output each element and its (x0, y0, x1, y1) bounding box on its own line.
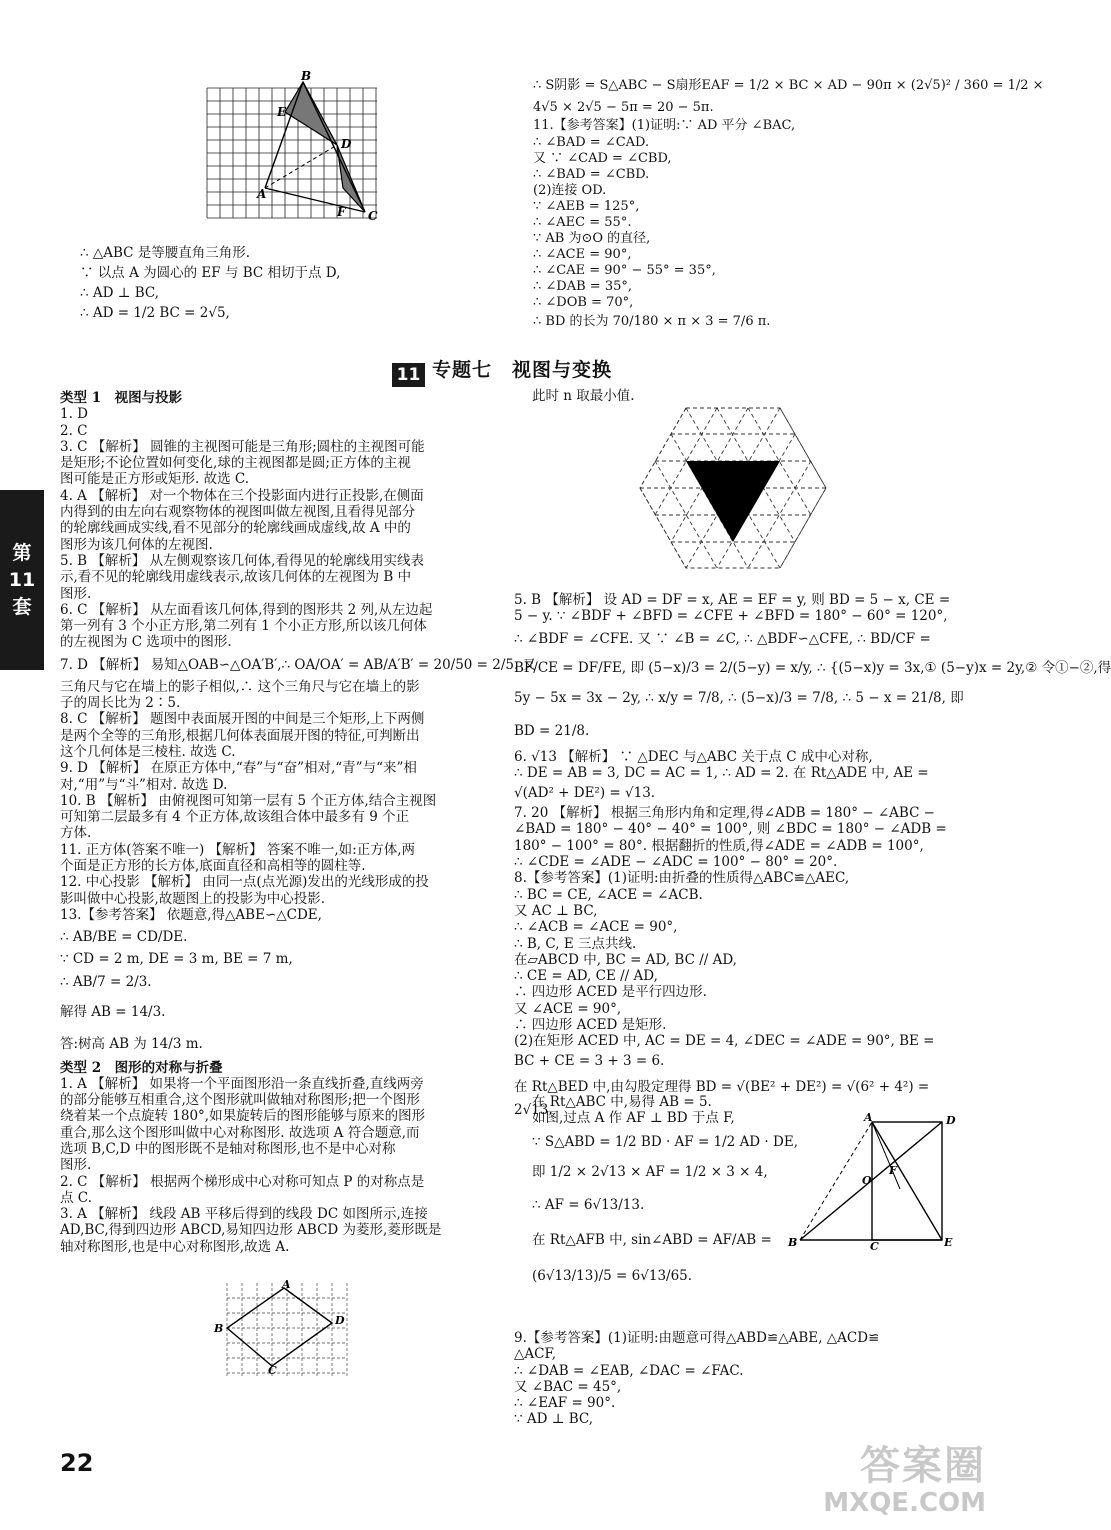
watermark (823, 1444, 986, 1518)
answer-line: ∴ CE = AD, CE // AD, (514, 968, 658, 985)
answer-line: 1. D (60, 406, 88, 423)
answer-line: √(AD² + DE²) = √13. (514, 785, 656, 802)
section-title: 专题七 视图与变换 (432, 359, 613, 381)
answer-line: 1. A 【解析】 如果将一个平面图形沿一条直线折叠,直线两旁 (60, 1075, 424, 1092)
answer-line: 5. B 【解析】 从左侧观察该几何体,看得见的轮廓线用实线表 (60, 552, 424, 569)
answer-line: 这个几何体是三棱柱. 故选 C. (60, 743, 236, 760)
answer-line: 对,“用”与“斗”相对. 故选 D. (60, 776, 228, 793)
label-c: C (368, 209, 378, 223)
answer-line: 第一列有 3 个小正方形,第二列有 1 个小正方形,所以该几何体 (60, 618, 427, 635)
text-line: (2)连接 OD. (533, 183, 607, 198)
watermark-url: MXQE.COM (823, 1488, 986, 1518)
answer-line: 2. C 【解析】 根据两个梯形成中心对称可知点 P 的对称点是 (60, 1173, 425, 1190)
text-line: 又 ∵ ∠CAD = ∠CBD, (533, 151, 672, 166)
type-heading: 类型 2 图形的对称与折叠 (60, 1059, 223, 1076)
answer-line: 6. √13 【解析】 ∵ △DEC 与△ABC 关于点 C 成中心对称, (514, 748, 873, 765)
text-line: ∴ AD ⊥ BC, (80, 285, 160, 301)
answer-line: 9. D 【解析】 在原正方体中,“春”与“奋”相对,“青”与“来”相 (60, 760, 417, 777)
answer-line: 又 AC ⊥ BC, (514, 902, 598, 919)
answer-line: 的轮廓线画成实线,看不见部分的轮廓线画成虚线,故 A 中的 (60, 520, 411, 537)
text-line: ∴ ∠AEC = 55°. (533, 215, 632, 230)
answer-line: 内得到的由左向右观察物体的视图叫做左视图,且看得见部分 (60, 504, 416, 521)
answer-line: 如图,过点 A 作 AF ⊥ BD 于点 F, (532, 1110, 735, 1127)
label-b: B (214, 1322, 224, 1335)
answer-line: 重合,那么这个图形叫做中心对称图形. 故选项 A 符合题意,而 (60, 1124, 420, 1141)
answer-line: ∴ AB/7 = 2/3. (60, 973, 152, 990)
answer-line: 的部分能够互相重合,这个图形就叫做轴对称图形;把一个图形 (60, 1092, 420, 1109)
answer-line: △ACF, (514, 1346, 557, 1363)
answer-line: 3. A 【解析】 线段 AB 平移后得到的线段 DC 如图所示,连接 (60, 1206, 428, 1223)
answer-line: 绕着某一个点旋转 180°,如果旋转后的图形能够与原来的图形 (60, 1108, 426, 1125)
answer-line: 7. D 【解析】 易知△OAB∽△OA′B′,∴ OA/OA′ = AB/A′B′ = 20/50 = 2/5. 又 (60, 656, 537, 673)
answer-line: 又 ∠ACE = 90°, (514, 1000, 622, 1017)
answer-line: ∴ 四边形 ACED 是矩形. (514, 1017, 667, 1034)
answer-line: ∴ 四边形 ACED 是平行四边形. (514, 984, 707, 1001)
answer-line: 7. 20 【解析】 根据三角形内角和定理,得∠ADB = 180° − ∠ABC − (514, 805, 935, 822)
answer-line: 2√13. (514, 1101, 553, 1118)
answer-line: 9.【参考答案】(1)证明:由题意可得△ABD≌△ABE, △ACD≌ (514, 1330, 880, 1346)
answer-line: 的左视图为 C 选项中的图形. (60, 634, 232, 651)
answer-line: BD = 21/8. (514, 722, 590, 739)
label-a: A (282, 1278, 291, 1291)
answer-line: ∴ ∠CDE = ∠ADE − ∠ADC = 100° − 80° = 20°. (514, 854, 838, 871)
page-number: 22 (60, 1449, 94, 1477)
side-tab-text: 第 (12, 541, 32, 564)
answer-line: ∠BAD = 180° − 40° − 40° = 100°, 则 ∠BDC = 180° − ∠ADB = (514, 821, 947, 838)
answer-line: BC + CE = 3 + 3 = 6. (514, 1052, 665, 1069)
answer-line: 可知第二层最多有 4 个正方体,故该组合体中最多有 9 个正 (60, 809, 410, 826)
label-d: D (946, 1114, 956, 1127)
side-tab-text: 11 (8, 568, 36, 591)
answer-line: BF/CE = DF/FE, 即 (5−x)/3 = 2/(5−y) = x/y, ∴ {(5−x)y = 3x,① (5−y)x = 2y,② 令①−②,得 (514, 659, 1111, 676)
answer-line: (2)在矩形 ACED 中, AC = DE = 4, ∠DEC = ∠ADE = 90°, BE = (514, 1033, 935, 1050)
text-line: ∴ ∠CAE = 90° − 55° = 35°, (533, 263, 716, 278)
label-d: D (341, 137, 352, 151)
answer-line: 5. B 【解析】 设 AD = DF = x, AE = EF = y, 则 BD = 5 − x, CE = (514, 592, 951, 608)
answer-line: 5y − 5x = 3x − 2y, ∴ x/y = 7/8, ∴ (5−x)/3 = 7/8, ∴ 5 − x = 21/8, 即 (514, 689, 964, 706)
text-line: 11.【参考答案】(1)证明:∵ AD 平分 ∠BAC, (533, 118, 796, 133)
answer-line: ∴ ∠BDF = ∠CFE. 又 ∵ ∠B = ∠C, ∴ △BDF∽△CFE, ∴ BD/CF = (514, 630, 931, 647)
text-line: ∴ BD 的长为 70/180 × π × 3 = 7/6 π. (533, 314, 771, 329)
label-c: C (870, 1240, 879, 1253)
answer-line: ∴ DE = AB = 3, DC = AC = 1, ∴ AD = 2. 在 Rt△ADE 中, AE = (514, 764, 929, 781)
label-a: A (864, 1111, 873, 1124)
text-line: ∴ ∠DOB = 70°, (533, 295, 634, 310)
rhombus-figure (212, 1278, 362, 1380)
answer-line: 图形. (60, 585, 92, 602)
answer-line: 5 − y. ∵ ∠BDF + ∠BFD = ∠CFE + ∠BFD = 180° − 60° = 120°, (514, 608, 948, 625)
answer-line: ∴ AF = 6√13/13. (532, 1196, 645, 1213)
answer-line: 是矩形;不论位置如何变化,球的主视图都是圆;正方体的主视 (60, 455, 411, 472)
text-line: ∴ ∠DAB = 35°, (533, 279, 632, 294)
answer-line: 此时 n 取最小值. (532, 388, 635, 404)
side-tab-text: 套 (12, 595, 32, 618)
answer-line: 答:树高 AB 为 14/3 m. (60, 1035, 203, 1052)
right-column (532, 388, 964, 404)
answer-line: 11. 正方体(答案不唯一) 【解析】 答案不唯一,如:正方体,两 (60, 841, 416, 858)
answer-line: (6√13/13)/5 = 6√13/65. (532, 1267, 693, 1284)
answer-line: ∴ ∠ACB = ∠ACE = 90°, (514, 919, 678, 936)
answer-line: 6. C 【解析】 从左面看该几何体,得到的图形共 2 列,从左边起 (60, 601, 433, 618)
answer-line: 是两个全等的三角形,根据几何体表面展开图的特征,可判断出 (60, 727, 420, 744)
label-d: D (335, 1314, 345, 1327)
label-e: E (277, 105, 287, 119)
answer-line: 在 Rt△AFB 中, sin∠ABD = AF/AB = (532, 1231, 772, 1248)
grid-figure-top (205, 70, 385, 230)
text-line: ∴ ∠ACE = 90°, (533, 247, 632, 262)
answer-line: ∴ ∠EAF = 90°. (514, 1395, 616, 1412)
answer-line: 轴对称图形,也是中心对称图形,故选 A. (60, 1238, 290, 1255)
watermark-text: 答案圈 (860, 1443, 986, 1489)
section-number-badge: 11 (392, 363, 425, 387)
label-b: B (301, 69, 312, 83)
answer-line: 3. C 【解析】 圆锥的主视图可能是三角形;圆柱的主视图可能 (60, 438, 425, 455)
text-line: 4√5 × 2√5 − 5π = 20 − 5π. (533, 100, 714, 115)
answer-line: 选项 B,C,D 中的图形既不是轴对称图形,也不是中心对称 (60, 1140, 396, 1157)
answer-line: 8. C 【解析】 题图中表面展开图的中间是三个矩形,上下两侧 (60, 711, 425, 728)
text-line: ∴ △ABC 是等腰直角三角形. (80, 245, 251, 261)
text-line: ∴ ∠BAD = ∠CAD. (533, 135, 650, 150)
rectangle-figure (788, 1112, 964, 1252)
text-line: ∴ AD = 1/2 BC = 2√5, (80, 305, 230, 321)
answer-line: 在▱ABCD 中, BC = AD, BC // AD, (514, 951, 737, 968)
answer-line: 点 C. (60, 1189, 92, 1206)
label-a: A (257, 187, 267, 201)
answer-line: 8.【参考答案】(1)证明:由折叠的性质得△ABC≌△AEC, (514, 870, 850, 887)
answer-line: ∴ ∠DAB = ∠EAB, ∠DAC = ∠FAC. (514, 1362, 744, 1379)
answer-line: 在 Rt△BED 中,由勾股定理得 BD = √(BE² + DE²) = √(6² + 4²) = (514, 1078, 930, 1095)
answer-line: 个面是正方形的长方体,底面直径和高相等的圆柱等. (60, 858, 366, 875)
answer-line: ∴ B, C, E 三点共线. (514, 935, 637, 952)
label-f: F (337, 205, 346, 219)
label-e: E (944, 1236, 953, 1249)
answer-line: 子的周长比为 2∶5. (60, 695, 181, 712)
answer-line: 180° − 100° = 80°. 根据翻折的性质,得∠ADE = ∠ADB = 100°, (514, 837, 924, 854)
text-line: ∵ 以点 A 为圆心的 EF 与 BC 相切于点 D, (80, 265, 341, 281)
answer-line: 13.【参考答案】 依题意,得△ABE∽△CDE, (60, 906, 322, 923)
text-line: ∴ ∠BAD = ∠CBD. (533, 167, 650, 182)
text-line: ∵ AB 为⊙O 的直径, (533, 231, 651, 246)
answer-line: 10. B 【解析】 由俯视图可知第一层有 5 个正方体,结合主视图 (60, 792, 437, 809)
answer-line: 在 Rt△ABC 中,易得 AB = 5. (532, 1094, 712, 1110)
answer-line: ∴ AB/BE = CD/DE. (60, 929, 188, 946)
triangle-grid-figure (638, 404, 828, 576)
answer-line: 即 1/2 × 2√13 × AF = 1/2 × 3 × 4, (532, 1163, 768, 1180)
answer-line: 图形. (60, 1157, 92, 1174)
type-heading: 类型 1 视图与投影 (60, 390, 183, 406)
answer-line: ∴ BC = CE, ∠ACE = ∠ACB. (514, 886, 703, 903)
answer-line: 示,看不见的轮廓线用虚线表示,故该几何体的左视图为 B 中 (60, 569, 412, 586)
answer-line: AD,BC,得到四边形 ABCD,易知四边形 ABCD 为菱形,菱形既是 (60, 1222, 442, 1239)
answer-line: ∵ AD ⊥ BC, (514, 1411, 594, 1428)
right-column-bottom (514, 1330, 964, 1428)
answer-line: 4. A 【解析】 对一个物体在三个投影面内进行正投影,在侧面 (60, 487, 424, 504)
answer-line: ∵ CD = 2 m, DE = 3 m, BE = 7 m, (60, 951, 293, 968)
label-o: O (862, 1174, 872, 1187)
answer-line: 解得 AB = 14/3. (60, 1003, 166, 1020)
right-column-narrow (532, 1094, 798, 1295)
label-f: F (889, 1164, 897, 1177)
answer-line: 又 ∠BAC = 45°, (514, 1378, 622, 1395)
label-b: B (788, 1236, 798, 1249)
answer-line: 图形为该几何体的左视图. (60, 536, 213, 553)
right-top-text (533, 72, 1044, 333)
left-top-text (80, 245, 400, 325)
text-line: ∴ S阴影 = S△ABC − S扇形EAF = 1/2 × BC × AD − 90π × (2√5)² / 360 = 1/2 × (533, 78, 1044, 93)
answer-line: 影叫做中心投影,故题图上的投影为中心投影. (60, 890, 326, 907)
right-column-continued (514, 592, 1111, 1118)
answer-line: 方体. (60, 825, 92, 842)
side-tab (0, 490, 44, 670)
text-line: ∵ ∠AEB = 125°, (533, 199, 640, 214)
answer-line: 三角尺与它在墙上的影子相似,∴ 这个三角尺与它在墙上的影 (60, 678, 420, 695)
answer-line: 图可能是正方形或矩形. 故选 C. (60, 471, 250, 488)
answer-line: 2. C (60, 422, 88, 439)
answer-line: 12. 中心投影 【解析】 由同一点(点光源)发出的光线形成的投 (60, 874, 429, 891)
answer-line: ∵ S△ABD = 1/2 BD · AF = 1/2 AD · DE, (532, 1133, 798, 1150)
label-c: C (268, 1364, 277, 1377)
